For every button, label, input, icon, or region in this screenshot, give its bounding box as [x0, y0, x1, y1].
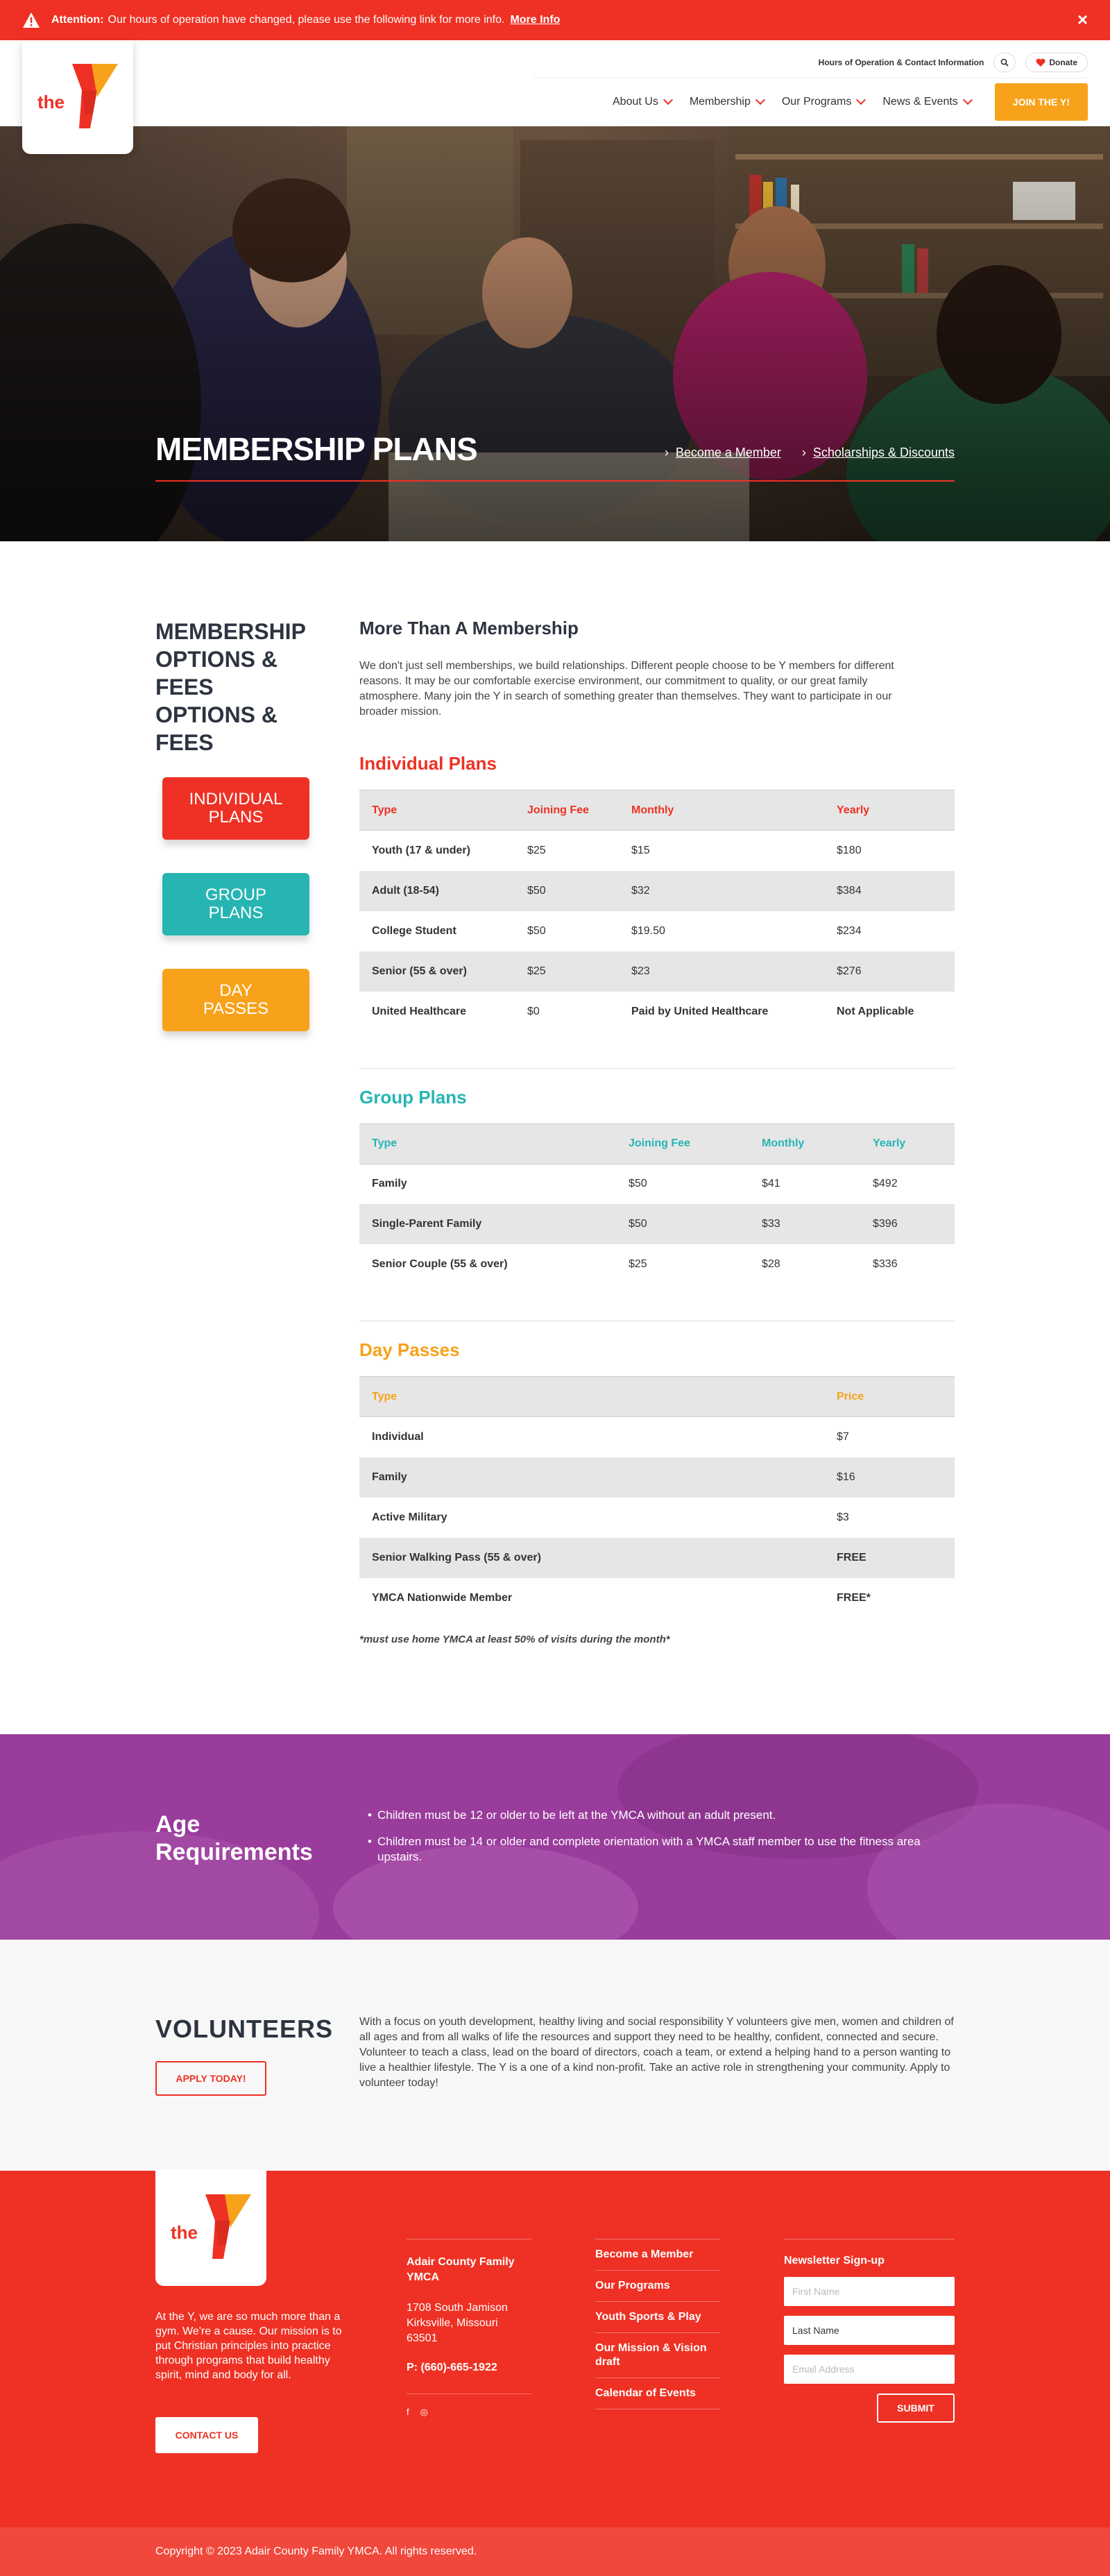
become-member-link[interactable]: › Become a Member	[665, 446, 781, 460]
button-line: PLANS	[208, 904, 264, 922]
table-row	[359, 1457, 955, 1498]
day-pass-footnote: *must use home YMCA at least 50% of visits during the month*	[359, 1633, 670, 1645]
chevron-down-icon	[856, 95, 866, 105]
cell: Single-Parent Family	[359, 1204, 616, 1244]
hero-links	[665, 446, 955, 460]
nav-label: Our Programs	[781, 96, 852, 108]
age-title-line: Age	[155, 1811, 200, 1838]
cell: $15	[631, 844, 650, 856]
newsletter-title: Newsletter Sign-up	[784, 2255, 885, 2266]
ymca-logo-mark	[36, 62, 119, 132]
newsletter-form	[784, 2239, 955, 2423]
site-footer	[0, 2171, 1110, 2527]
cell: United Healthcare	[372, 1005, 467, 1017]
utility-bar	[819, 53, 1088, 72]
cell: $396	[860, 1204, 955, 1244]
cell: $50	[616, 1204, 749, 1244]
alert-more-info-link[interactable]: More Info	[510, 14, 561, 26]
cell: Paid by United Healthcare	[631, 1005, 769, 1017]
sidebar-title-line: MEMBERSHIP	[155, 619, 306, 644]
cell: $23	[619, 951, 824, 992]
cell: $16	[824, 1457, 955, 1498]
address-line: 63501	[407, 2332, 438, 2344]
nav-label: Membership	[689, 96, 751, 108]
main-content	[359, 618, 955, 1645]
age-title-line: Requirements	[155, 1839, 313, 1865]
cell: $50	[515, 871, 619, 911]
facebook-icon[interactable]: f	[407, 2407, 409, 2417]
intro-paragraph: We don't just sell memberships, we build relationships. Different people choose to be Y members for different reasons. It may be our comfortable exercise environment, our commitment to quality, or our great family atmosphere. Many join the Y in search of something greater than themselves. They want to participate in our broader mission.	[359, 660, 894, 718]
org-name: Adair County Family YMCA	[407, 2256, 515, 2283]
hero-banner	[0, 126, 1110, 541]
cell: $25	[629, 1258, 647, 1270]
footer-link-youth-sports[interactable]: Youth Sports & Play	[595, 2302, 720, 2333]
divider	[359, 1068, 955, 1069]
cell: FREE	[824, 1538, 955, 1578]
table-row	[359, 911, 955, 951]
ymca-logo-mark	[169, 2193, 253, 2262]
phone[interactable]: P: (660)-665-1922	[407, 2362, 497, 2373]
nav-item-membership[interactable]	[690, 96, 764, 108]
col-price: Price	[824, 1377, 955, 1417]
cell: Senior (55 & over)	[359, 951, 515, 992]
cell: $32	[619, 871, 824, 911]
button-line: PASSES	[203, 999, 269, 1018]
logo-text: the	[37, 92, 65, 112]
volunteers-section	[0, 1940, 1110, 2171]
cell: YMCA Nationwide Member	[372, 1591, 513, 1604]
nav-item-about-us[interactable]	[613, 96, 672, 108]
button-line: DAY	[219, 981, 253, 1000]
table-header-row	[359, 1377, 955, 1417]
volunteers-title: VOLUNTEERS	[155, 2015, 334, 2043]
col-monthly: Monthly	[619, 790, 824, 831]
hero-photo	[0, 126, 1110, 541]
age-requirements-section	[0, 1734, 1110, 1940]
col-joining-fee: Joining Fee	[515, 790, 619, 831]
table-header-row	[359, 790, 955, 831]
cell: Adult (18-54)	[359, 871, 515, 911]
col-type: Type	[359, 1124, 616, 1164]
table-header-row	[359, 1124, 955, 1164]
heart-icon	[1036, 58, 1045, 67]
cell: College Student	[372, 924, 456, 937]
col-type: Type	[359, 790, 515, 831]
ymca-logo[interactable]	[22, 40, 133, 154]
warning-icon	[22, 12, 40, 28]
sidebar-title-line: OPTIONS & FEES	[155, 647, 278, 700]
cell: $3	[837, 1511, 849, 1523]
day-passes-button[interactable]	[162, 969, 309, 1031]
individual-plans-title: Individual Plans	[359, 753, 497, 774]
button-line: GROUP	[205, 886, 266, 904]
alert-label: Attention:	[51, 14, 104, 26]
table-row	[359, 1164, 955, 1204]
cell: Family	[359, 1457, 824, 1498]
group-plans-button[interactable]	[162, 873, 309, 935]
cell: Senior Walking Pass (55 & over)	[359, 1538, 824, 1578]
donate-label: Donate	[1049, 58, 1077, 67]
col-yearly: Yearly	[860, 1124, 955, 1164]
day-passes-table	[359, 1376, 955, 1618]
address-line: 1708 South Jamison	[407, 2302, 508, 2314]
nav-item-our-programs[interactable]	[782, 96, 864, 108]
social-links	[407, 2393, 531, 2418]
cell: $336	[873, 1258, 898, 1270]
footer-link-programs[interactable]: Our Programs	[595, 2271, 720, 2302]
cell: $0	[527, 1005, 540, 1017]
sidebar-title-line: OPTIONS & FEES	[155, 702, 278, 755]
table-row	[359, 1578, 955, 1618]
table-row	[359, 831, 955, 871]
button-line: INDIVIDUAL	[189, 790, 283, 808]
col-joining-fee: Joining Fee	[616, 1124, 749, 1164]
section-heading: More Than A Membership	[359, 618, 579, 638]
col-type: Type	[359, 1377, 824, 1417]
table-row	[359, 951, 955, 992]
close-icon[interactable]: ×	[1077, 9, 1088, 30]
main-nav	[613, 83, 1088, 121]
hours-contact-link[interactable]: Hours of Operation & Contact Information	[818, 58, 984, 67]
col-yearly: Yearly	[824, 790, 955, 831]
list-item: • Children must be 14 or older and complete orientation with a YMCA staff member to use the fitness area upstairs.	[368, 1834, 937, 1865]
age-title	[155, 1811, 313, 1866]
table-row	[359, 1244, 955, 1285]
footer-logo[interactable]	[155, 2169, 266, 2286]
group-plans-title: Group Plans	[359, 1086, 467, 1108]
cell: $28	[762, 1258, 780, 1270]
cell: Youth (17 & under)	[372, 844, 470, 856]
cell: Active Military	[372, 1511, 447, 1523]
age-list	[368, 1808, 937, 1876]
footer-address	[407, 2239, 531, 2418]
last-name-input[interactable]	[784, 2316, 955, 2345]
table-row	[359, 1417, 955, 1457]
email-input[interactable]	[784, 2355, 955, 2384]
address	[407, 2300, 531, 2346]
first-name-input[interactable]	[784, 2277, 955, 2306]
scholarships-link[interactable]: › Scholarships & Discounts	[802, 446, 955, 460]
cell: $180	[837, 844, 862, 856]
footer-link-mission[interactable]: Our Mission & Vision draft	[595, 2333, 720, 2378]
join-the-y-button[interactable]: JOIN THE Y!	[995, 83, 1088, 121]
table-row	[359, 1538, 955, 1578]
col-monthly: Monthly	[749, 1124, 860, 1164]
cell: $41	[762, 1178, 780, 1190]
apply-today-button[interactable]: APPLY TODAY!	[155, 2061, 266, 2096]
cell: Individual	[372, 1430, 424, 1443]
group-plans-table	[359, 1124, 955, 1285]
cell: $276	[824, 951, 955, 992]
day-passes-title: Day Passes	[359, 1339, 460, 1360]
volunteers-text: With a focus on youth development, healthy living and social responsibility Y volunteers give men, women and children of all ages and from all walks of life the resources and support they need to be healthy, confident, connected and secure. Volunteer to teach a class, lead on the board of directors, coach a team, or extend a helping hand to a person wanting to live a healthier lifestyle. The Y is a one of a kind non-profit. Take an active role in strengthening your community. Apply to volunteer today!	[359, 2016, 954, 2089]
alert-text: Our hours of operation have changed, please use the following link for more info.	[108, 14, 505, 26]
cell: $234	[837, 924, 862, 937]
sidebar-title	[155, 618, 337, 756]
cell: $25	[515, 951, 619, 992]
chevron-down-icon	[755, 95, 765, 105]
cell: Family	[372, 1178, 407, 1190]
button-line: PLANS	[208, 808, 264, 827]
instagram-icon[interactable]: ◎	[420, 2407, 428, 2417]
cell: $50	[629, 1178, 647, 1190]
individual-plans-table	[359, 790, 955, 1032]
cell: $7	[837, 1430, 849, 1443]
table-row	[359, 871, 955, 911]
list-item: • Children must be 12 or older to be left at the YMCA without an adult present.	[368, 1808, 937, 1823]
nav-item-news-events[interactable]	[882, 96, 971, 108]
site-header	[0, 40, 1110, 126]
submit-button[interactable]: SUBMIT	[877, 2393, 955, 2423]
cell: $33	[749, 1204, 860, 1244]
table-row	[359, 1498, 955, 1538]
address-line: Kirksville, Missouri	[407, 2317, 498, 2329]
logo-text: the	[171, 2222, 198, 2243]
cell: FREE*	[837, 1591, 871, 1604]
chevron-down-icon	[663, 95, 673, 105]
donate-button[interactable]	[1025, 53, 1088, 72]
table-row	[359, 1204, 955, 1244]
chevron-down-icon	[963, 95, 973, 105]
cell: $384	[824, 871, 955, 911]
table-row	[359, 992, 955, 1032]
nav-label: News & Events	[882, 96, 958, 108]
cell: Not Applicable	[837, 1005, 914, 1017]
copyright: Copyright © 2023 Adair County Family YMCA. All rights reserved.	[0, 2527, 1110, 2576]
page-title: MEMBERSHIP PLANS	[155, 431, 477, 467]
cell: $492	[873, 1178, 898, 1190]
cell: $19.50	[631, 924, 665, 937]
nav-label: About Us	[613, 96, 658, 108]
footer-description: At the Y, we are so much more than a gym. We're a cause. Our mission is to put Christian principles into practice through programs that build healthy spirit, mind and body for all.	[155, 2311, 342, 2381]
search-button[interactable]	[993, 53, 1016, 72]
individual-plans-button[interactable]	[162, 777, 309, 840]
hero-rule	[155, 480, 955, 482]
footer-links	[595, 2239, 720, 2409]
contact-us-button[interactable]: CONTACT US	[155, 2417, 258, 2453]
sidebar	[155, 618, 337, 1031]
cell: $25	[527, 844, 546, 856]
cell: $50	[527, 924, 546, 937]
footer-link-become-member[interactable]: Become a Member	[595, 2239, 720, 2271]
cell: Senior Couple (55 & over)	[372, 1258, 508, 1270]
footer-link-calendar[interactable]: Calendar of Events	[595, 2378, 720, 2409]
search-icon	[1000, 58, 1009, 67]
alert-bar	[0, 0, 1110, 40]
